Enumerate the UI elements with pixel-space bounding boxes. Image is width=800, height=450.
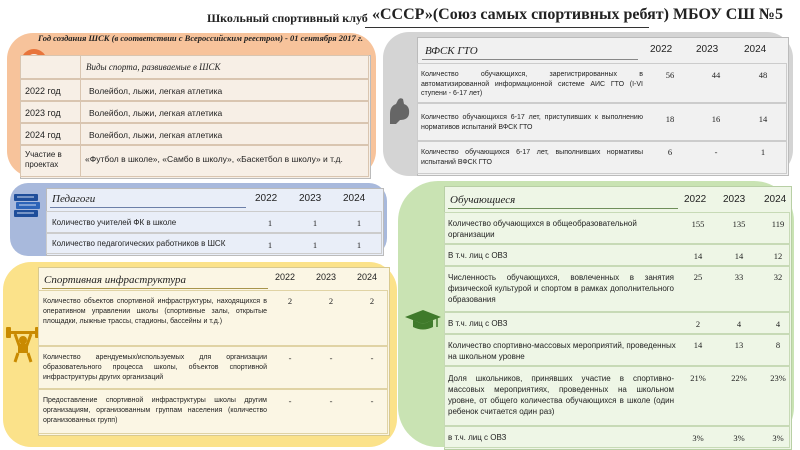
row-label: Предоставление спортивной инфраструктуры школы другим организациям, организованным группам населения (количество организованных групп) bbox=[43, 397, 267, 424]
row-value: 33 bbox=[734, 272, 744, 282]
row-value: 2 bbox=[369, 296, 375, 306]
graduation-cap-icon bbox=[404, 308, 442, 337]
year-header: 2022 bbox=[684, 194, 707, 205]
row-value: Волейбол, лыжи, легкая атлетика bbox=[89, 130, 223, 140]
year-header: 2023 bbox=[723, 194, 746, 205]
row-value: 14 bbox=[693, 251, 703, 261]
row-value: 1 bbox=[356, 240, 362, 250]
row-value: 56 bbox=[665, 70, 675, 80]
year-header: 2023 bbox=[316, 272, 337, 282]
row-value: 32 bbox=[773, 272, 783, 282]
row-label: в т.ч. лиц с ОВЗ bbox=[448, 433, 507, 442]
row-label: 2022 год bbox=[25, 86, 61, 96]
row-label: Количество обучающихся, зарегистрированных в автоматизированной информационной системе АИС ГТО (I-VI ступени - 6-17 лет) bbox=[421, 71, 643, 97]
row-value: 48 bbox=[758, 70, 768, 80]
sports-header: Виды спорта, развиваемые в ШСК bbox=[86, 62, 221, 72]
row-label: Доля школьников, принявших участие в спортивно-массовых мероприятиях, проведенных на школьном уровне, от общего количества обучающихся в школе (один ребенок считается один раз) bbox=[448, 374, 674, 416]
year-header: 2024 bbox=[357, 272, 378, 282]
row-value: 1 bbox=[312, 218, 318, 228]
row-value: 13 bbox=[734, 340, 744, 350]
title-underline bbox=[42, 288, 268, 289]
row-value: 4 bbox=[775, 319, 781, 329]
row-value: 1 bbox=[760, 147, 766, 157]
header-underline bbox=[365, 27, 649, 28]
row-value: 12 bbox=[773, 251, 783, 261]
row-value: 155 bbox=[691, 219, 705, 229]
row-value: 21% bbox=[690, 373, 706, 383]
club-prefix: Школьный спортивный клуб bbox=[207, 11, 368, 25]
column-divider bbox=[80, 55, 81, 177]
row-value: 2 bbox=[328, 296, 334, 306]
row-label: Количество обучающихся 6-17 лет, приступивших к выполнению нормативов испытаний ВФСК ГТО bbox=[421, 114, 643, 131]
row-value: 14 bbox=[693, 340, 703, 350]
title-underline bbox=[50, 207, 246, 208]
row-value: 8 bbox=[775, 340, 781, 350]
row-value: 18 bbox=[665, 114, 675, 124]
row-label: Количество спортивно-массовых мероприятий, проведенных на школьном уровне bbox=[448, 341, 676, 361]
row-value: 3% bbox=[733, 433, 745, 443]
year-header: 2024 bbox=[744, 44, 767, 55]
weightlifter-icon bbox=[6, 325, 40, 368]
row-value: 3% bbox=[692, 433, 704, 443]
flexed-arm-icon bbox=[386, 96, 412, 131]
row-value: 14 bbox=[758, 114, 768, 124]
row-value: - bbox=[329, 396, 333, 406]
row-value: 16 bbox=[711, 114, 721, 124]
gto-title: ВФСК ГТО bbox=[425, 45, 478, 57]
row-label: 2023 год bbox=[25, 108, 61, 118]
row-value: Волейбол, лыжи, легкая атлетика bbox=[89, 108, 223, 118]
year-header: 2022 bbox=[275, 272, 296, 282]
row-label: В т.ч. лиц с ОВЗ bbox=[448, 251, 508, 260]
title-underline bbox=[448, 208, 678, 209]
row-value: - bbox=[288, 396, 292, 406]
row-value: 3% bbox=[772, 433, 784, 443]
students-title: Обучающиеся bbox=[450, 194, 516, 206]
row-value: 2 bbox=[287, 296, 293, 306]
row-value: 4 bbox=[736, 319, 742, 329]
row-label: Количество объектов спортивной инфраструктуры, находящихся в оперативном управлении школы (спортивные залы, открытые площадки, лыжные трассы, стадионы, бассейны и т.д.) bbox=[43, 298, 267, 325]
row-label: Количество учителей ФК в школе bbox=[52, 218, 177, 227]
year-header: 2023 bbox=[696, 44, 719, 55]
row-value: - bbox=[329, 353, 333, 363]
row-value: 25 bbox=[693, 272, 703, 282]
founding-line: Год создания ШСК (в соответствии с Всероссийским реестром) - 01 сентября 2017 г. bbox=[38, 33, 364, 43]
title-underline bbox=[422, 59, 638, 60]
row-value: 23% bbox=[770, 373, 786, 383]
row-value: 6 bbox=[667, 147, 673, 157]
row-value: 1 bbox=[356, 218, 362, 228]
row-value: - bbox=[288, 353, 292, 363]
row-value: Волейбол, лыжи, легкая атлетика bbox=[89, 86, 223, 96]
row-value: 119 bbox=[771, 219, 785, 229]
row-label: Количество обучающихся 6-17 лет, выполнивших нормативы испытаний ВФСК ГТО bbox=[421, 149, 643, 166]
row-value: 135 bbox=[732, 219, 746, 229]
row-label: Участие в проектах bbox=[25, 150, 62, 169]
row-value: 1 bbox=[312, 240, 318, 250]
row-value: 1 bbox=[267, 218, 273, 228]
year-header: 2024 bbox=[764, 194, 787, 205]
row-label: Количество обучающихся в общеобразовательной организации bbox=[448, 219, 637, 239]
row-label: В т.ч. лиц с ОВЗ bbox=[448, 319, 508, 328]
row-value: 44 bbox=[711, 70, 721, 80]
infrastructure-title: Спортивная инфраструктура bbox=[44, 274, 186, 286]
row-value: 22% bbox=[731, 373, 747, 383]
year-header: 2024 bbox=[343, 193, 366, 204]
year-header: 2023 bbox=[299, 193, 322, 204]
row-value: - bbox=[370, 396, 374, 406]
row-value: «Футбол в школе», «Самбо в школу», «Баскетбол в школу» и т.д. bbox=[85, 154, 343, 164]
club-name: «СССР»(Союз самых спортивных ребят) МБОУ СШ №5 bbox=[372, 6, 784, 23]
teachers-title: Педагоги bbox=[52, 193, 96, 205]
row-value: - bbox=[714, 147, 718, 157]
row-value: 14 bbox=[734, 251, 744, 261]
row-label: Количество педагогических работников в ШСК bbox=[52, 239, 226, 248]
row-value: 2 bbox=[695, 319, 701, 329]
year-header: 2022 bbox=[650, 44, 673, 55]
year-header: 2022 bbox=[255, 193, 278, 204]
row-label: Численность обучающихся, вовлеченных в занятия физической культурой и спортом в рамках дополнительного образования bbox=[448, 273, 674, 304]
row-value: - bbox=[370, 353, 374, 363]
row-label: 2024 год bbox=[25, 130, 61, 140]
row-label: Количество арендуемых/используемых для организации образовательного процесса школы, объектов спортивной инфраструктуры других организаций bbox=[43, 354, 267, 381]
books-icon bbox=[12, 192, 42, 225]
row-value: 1 bbox=[267, 240, 273, 250]
